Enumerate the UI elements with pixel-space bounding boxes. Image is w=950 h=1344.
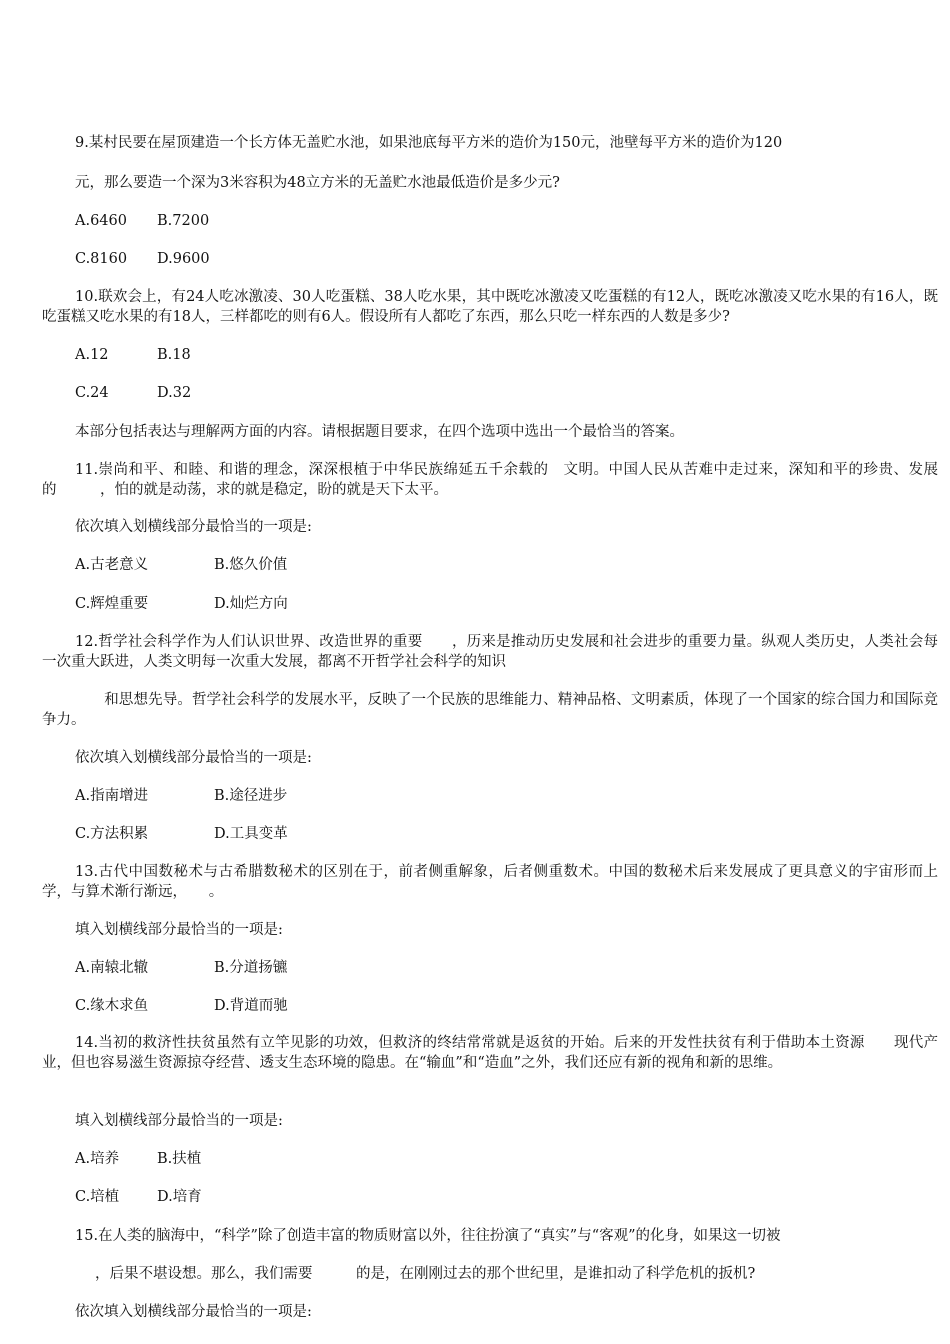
q11-option-a: A.古老意义	[75, 557, 149, 573]
q13-option-d: D.背道而驰	[214, 998, 288, 1014]
section-intro: 本部分包括表达与理解两方面的内容。请根据题目要求，在四个选项中选出一个最恰当的答案。	[75, 424, 684, 440]
q9-option-a: A.6460	[75, 213, 127, 229]
q12-prompt: 依次填入划横线部分最恰当的一项是:	[75, 750, 312, 766]
q14-option-c: C.培植	[75, 1189, 120, 1205]
q11-stem: 11.崇尚和平、和睦、和谐的理念，深深根植于中华民族绵延五千余载的 文明。中国人民从苦难中走过来，深知和平的珍贵、发展的 ，怕的就是动荡，求的就是稳定，盼的就是天下太平。	[42, 462, 938, 498]
q12-stem-part2: 和思想先导。哲学社会科学的发展水平，反映了一个民族的思维能力、精神品格、文明素质，体现了一个国家的综合国力和国际竞争力。	[42, 692, 938, 728]
q15-stem-line1: 15.在人类的脑海中，“科学”除了创造丰富的物质财富以外，往往扮演了“真实”与“客观”的化身，如果这一切被	[75, 1228, 781, 1244]
q9-option-b: B.7200	[157, 213, 210, 229]
q9-stem-line2: 元，那么要造一个深为3米容积为48立方米的无盖贮水池最低造价是多少元?	[75, 175, 560, 191]
q10-option-a: A.12	[75, 347, 109, 363]
q13-option-a: A.南辕北辙	[75, 960, 149, 976]
q15-stem-line2: ，后果不堪设想。那么，我们需要 的是，在刚刚过去的那个世纪里，是谁扣动了科学危机的扳机?	[95, 1266, 756, 1282]
q14-option-d: D.培育	[157, 1189, 202, 1205]
q11-prompt: 依次填入划横线部分最恰当的一项是:	[75, 519, 312, 535]
q12-stem-part1: 12.哲学社会科学作为人们认识世界、改造世界的重要 ，历来是推动历史发展和社会进步的重要力量。纵观人类历史，人类社会每一次重大跃进，人类文明每一次重大发展，都离不开哲学社会科学的知识	[42, 634, 938, 670]
q13-option-c: C.缘木求鱼	[75, 998, 149, 1014]
q10-option-b: B.18	[157, 347, 191, 363]
q14-option-a: A.培养	[75, 1151, 120, 1167]
q11-option-c: C.辉煌重要	[75, 596, 149, 612]
q11-option-d: D.灿烂方向	[214, 596, 288, 612]
q12-option-a: A.指南增进	[75, 788, 149, 804]
q10-option-d: D.32	[157, 385, 192, 401]
q10-stem: 10.联欢会上，有24人吃冰激凌、30人吃蛋糕、38人吃水果，其中既吃冰激凌又吃蛋糕的有12人，既吃冰激凌又吃水果的有16人，既吃蛋糕又吃水果的有18人，三样都吃的则有6人。假设所有人都吃了东西，那么只吃一样东西的人数是多少?	[42, 289, 938, 325]
q12-option-b: B.途径进步	[214, 788, 288, 804]
q13-prompt: 填入划横线部分最恰当的一项是:	[75, 922, 283, 938]
q9-option-d: D.9600	[157, 251, 210, 267]
q9-option-c: C.8160	[75, 251, 128, 267]
q13-stem: 13.古代中国数秘术与古希腊数秘术的区别在于，前者侧重解象，后者侧重数术。中国的数秘术后来发展成了更具意义的宇宙形而上学，与算术渐行渐远， 。	[42, 864, 938, 900]
q10-option-c: C.24	[75, 385, 109, 401]
q9-stem-line1: 9.某村民要在屋顶建造一个长方体无盖贮水池，如果池底每平方米的造价为150元，池壁每平方米的造价为120	[75, 135, 783, 151]
q14-prompt: 填入划横线部分最恰当的一项是:	[75, 1113, 283, 1129]
q13-option-b: B.分道扬镳	[214, 960, 288, 976]
q12-option-d: D.工具变革	[214, 826, 288, 842]
q14-option-b: B.扶植	[157, 1151, 202, 1167]
q15-prompt: 依次填入划横线部分最恰当的一项是:	[75, 1304, 312, 1320]
q12-option-c: C.方法积累	[75, 826, 149, 842]
q14-stem: 14.当初的救济性扶贫虽然有立竿见影的功效，但救济的终结常常就是返贫的开始。后来的开发性扶贫有利于借助本土资源 现代产业，但也容易滋生资源掠夺经营、透支生态环境的隐患。在“输血”和“造血”之外，我们还应有新的视角和新的思维。	[42, 1035, 938, 1071]
q11-option-b: B.悠久价值	[214, 557, 288, 573]
